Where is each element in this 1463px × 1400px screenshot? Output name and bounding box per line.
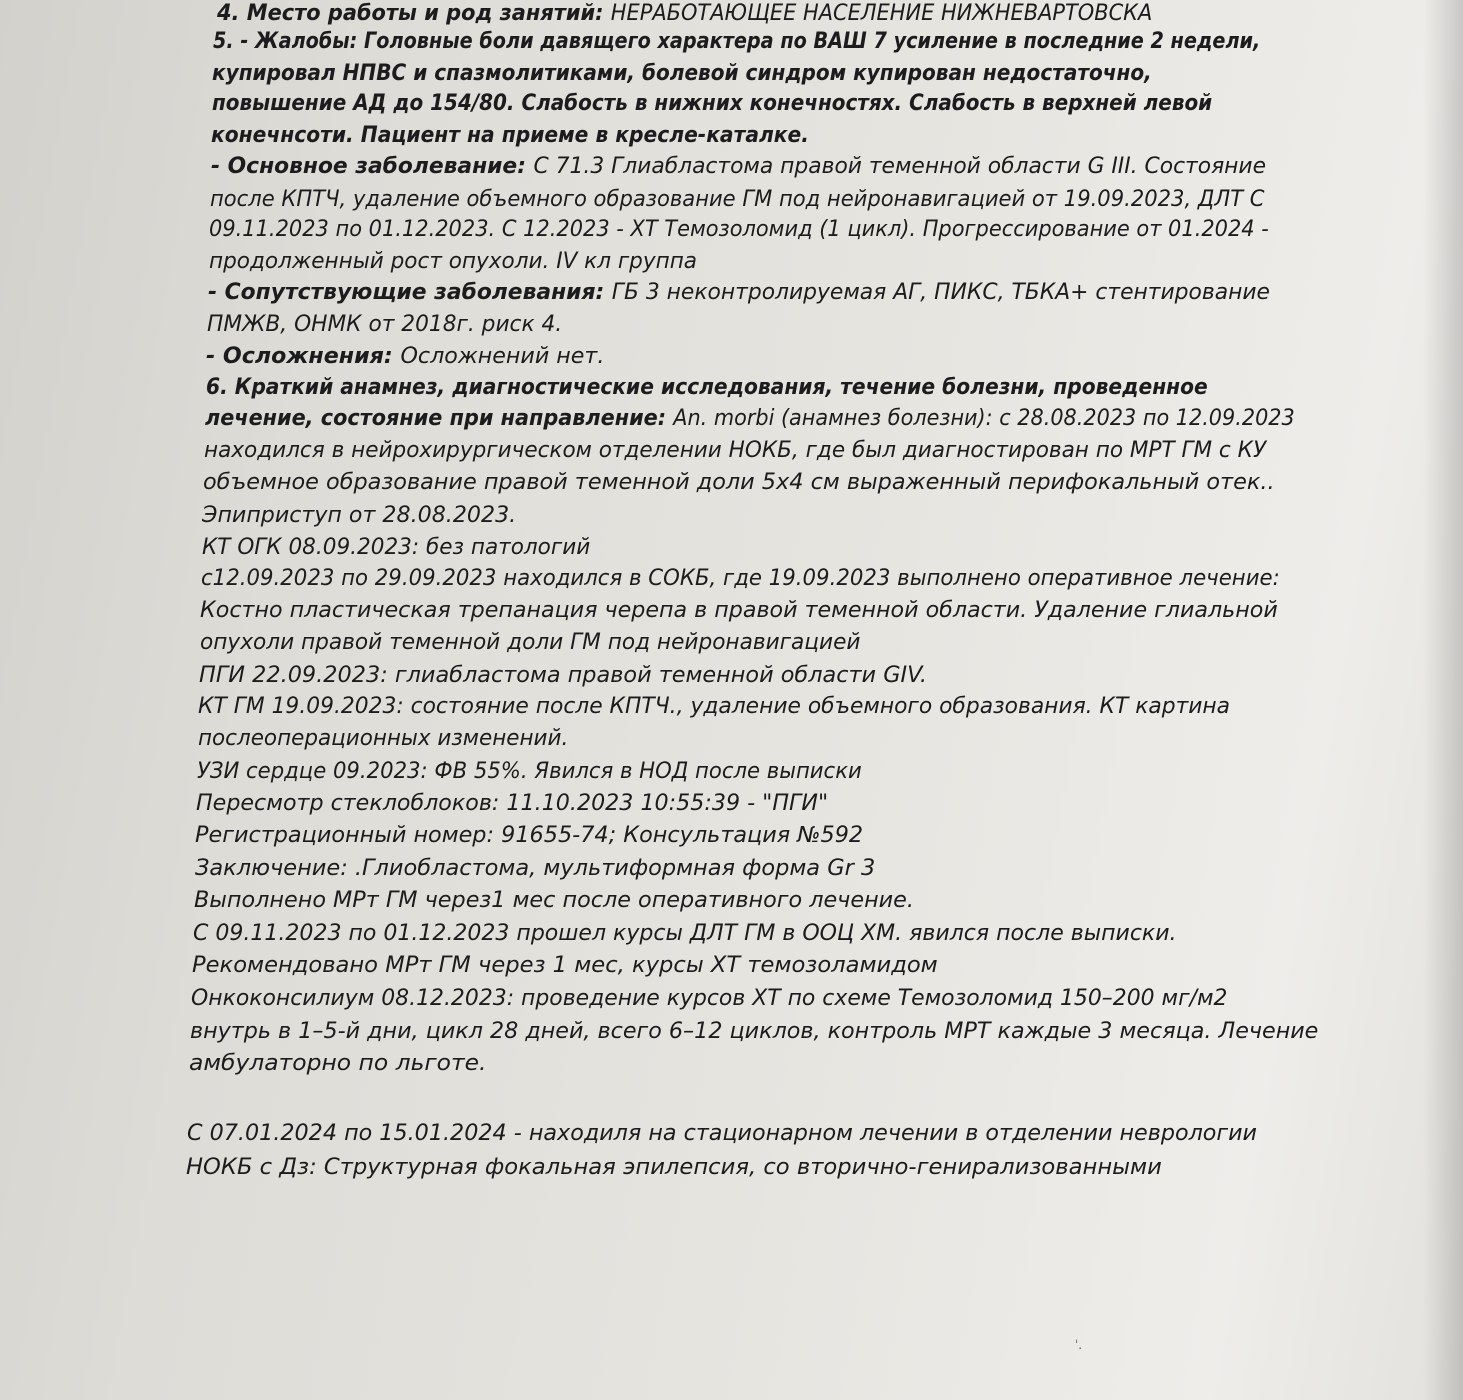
text-line: КТ ГМ 19.09.2023: состояние после КПТЧ., удаление объемного образования. КТ картина: [198, 694, 1231, 719]
text-line: конечнсоти. Пациент на приеме в кресле-каталке.: [211, 123, 809, 148]
text-line: Выполнено МРт ГМ через1 мес после оперативного лечение.: [194, 888, 914, 913]
text-line-main-disease: - Основное заболевание: С 71.3 Глиабластома правой теменной области G III. Состояние: [211, 154, 1267, 179]
text-line-work: 4. Место работы и род занятий: НЕРАБОТАЮЩЕЕ НАСЕЛЕНИЕ НИЖНЕВАРТОВСКА: [217, 1, 1153, 26]
text-line: послеоперационных изменений.: [198, 726, 569, 751]
text-line: 09.11.2023 по 01.12.2023. С 12.2023 - ХТ Темозоломид (1 цикл). Прогрессирование от 01.2024 -: [209, 217, 1269, 242]
text-line: лечение, состояние при направление: An. morbi (анамнез болезни): с 28.08.2023 по 12.09.2023: [205, 406, 1295, 431]
text-line: Онкоконсилиум 08.12.2023: проведение курсов ХТ по схеме Темозоломид 150–200 мг/м2: [191, 986, 1228, 1011]
text-line: Эпиприступ от 28.08.2023.: [202, 503, 517, 528]
text-line: Регистрационный номер: 91655-74; Консультация №592: [195, 823, 864, 848]
text-line: ПМЖВ, ОНМК от 2018г. риск 4.: [207, 312, 563, 337]
text-line-complaints: 5. - Жалобы: Головные боли давящего характера по ВАШ 7 усиление в последние 2 недели,: [213, 29, 1261, 54]
text-line: ПГИ 22.09.2023: глиабластома правой теменной области GIV.: [199, 663, 927, 688]
text-line: НОКБ с Дз: Структурная фокальная эпилепсия, со вторично-генирализованными: [186, 1155, 1162, 1180]
text-line: внутрь в 1–5-й дни, цикл 28 дней, всего 6–12 циклов, контроль МРТ каждые 3 месяца. Лечение: [190, 1019, 1319, 1044]
text-line: КТ ОГК 08.09.2023: без патологий: [202, 535, 591, 560]
text-line: Пересмотр стеклоблоков: 11.10.2023 10:55:39 - "ПГИ": [196, 791, 829, 816]
paper-mark: ˈ.: [1075, 1338, 1083, 1352]
text-line: опухоли правой теменной доли ГМ под нейронавигацией: [200, 630, 861, 655]
text-line: С 09.11.2023 по 01.12.2023 прошел курсы ДЛТ ГМ в ООЦ ХМ. явился после выписки.: [193, 921, 1177, 946]
text-line: купировал НПВС и спазмолитиками, болевой синдром купирован недостаточно,: [212, 61, 1152, 86]
page-edge-shadow: [1423, 0, 1463, 1400]
text-line-comorbidities: - Сопутствующие заболевания: ГБ 3 неконтролируемая АГ, ПИКС, ТБКА+ стентирование: [208, 280, 1270, 305]
text-line: Костно пластическая трепанация черепа в правой теменной области. Удаление глиальной: [200, 598, 1278, 623]
text-line-complications: - Осложнения: Осложнений нет.: [206, 344, 605, 369]
text-line: находился в нейрохирургическом отделении НОКБ, где был диагностирован по МРТ ГМ с КУ: [204, 438, 1267, 463]
text-line: после КПТЧ, удаление объемного образование ГМ под нейронавигацией от 19.09.2023, ДЛТ С: [210, 187, 1265, 212]
text-line-anamnesis-heading: 6. Краткий анамнез, диагностические исследования, течение болезни, проведенное: [206, 375, 1208, 400]
text-line: Заключение: .Глиобластома, мультиформная форма Gr 3: [195, 856, 876, 881]
text-line: амбулаторно по льготе.: [189, 1051, 487, 1076]
text-line: с12.09.2023 по 29.09.2023 находился в СОКБ, где 19.09.2023 выполнено оперативное лечение:: [201, 566, 1280, 591]
text-line: объемное образование правой теменной доли 5х4 см выраженный перифокальный отек..: [203, 470, 1275, 495]
text-line: Рекомендовано МРт ГМ через 1 мес, курсы ХТ темозоламидом: [192, 953, 938, 978]
text-line: продолженный рост опухоли. IV кл группа: [209, 249, 698, 274]
text-line: УЗИ сердце 09.2023: ФВ 55%. Явился в НОД после выписки: [197, 759, 862, 784]
text-line: повышение АД до 154/80. Слабость в нижних конечностях. Слабость в верхней левой: [212, 91, 1213, 116]
text-line: С 07.01.2024 по 15.01.2024 - находиля на стационарном лечении в отделении неврологии: [187, 1121, 1258, 1146]
